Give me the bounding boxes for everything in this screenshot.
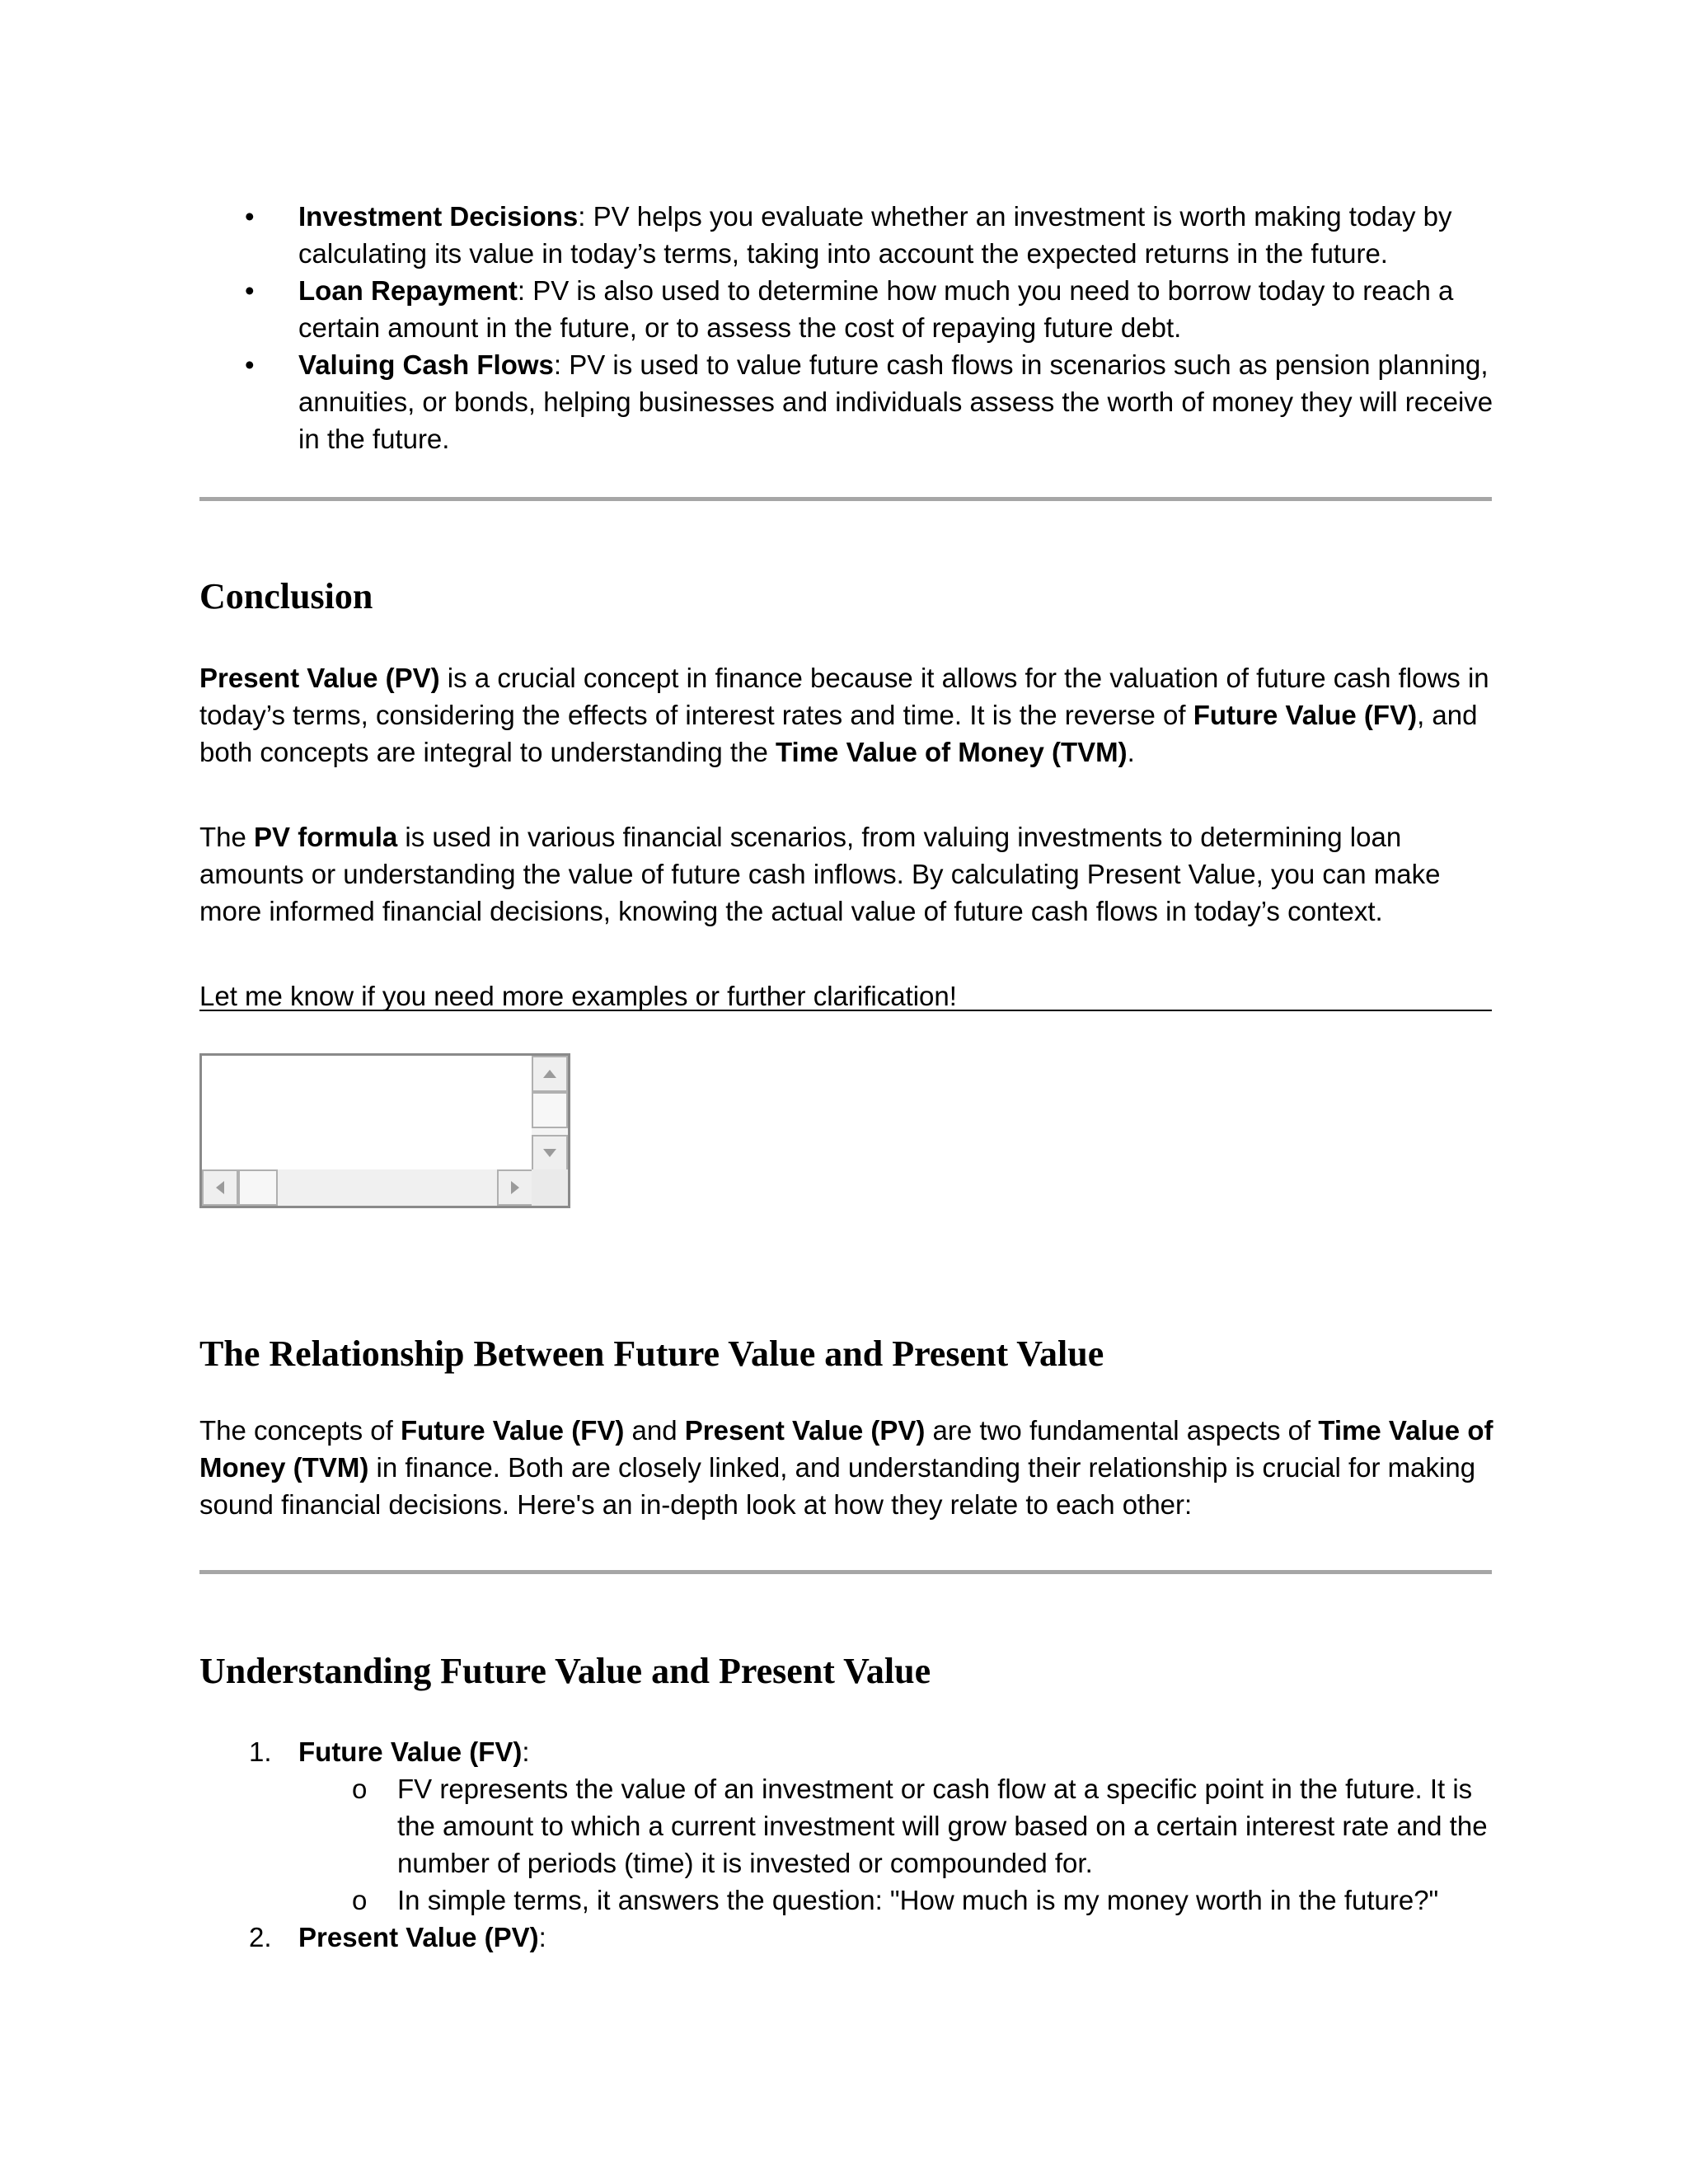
list-item [199, 198, 1502, 272]
horizontal-scrollbar[interactable] [202, 1169, 533, 1206]
bullet-mark: • [245, 349, 255, 380]
bold-term: Time Value of Money (TVM) [775, 737, 1128, 767]
scrollbar-corner [532, 1169, 568, 1206]
text-run: in finance. Both are closely linked, and understanding their relationship is crucial for making sound financial decisions. Here's an in-depth look at how they relate to each other: [199, 1452, 1476, 1520]
scroll-left-button[interactable] [202, 1169, 238, 1206]
triangle-down-icon [542, 1148, 557, 1158]
conclusion-paragraph-1 [199, 659, 1502, 771]
item-text: : PV helps you evaluate whether an investment is worth making today by calculating its value in today’s terms, taking into account the expected returns in the future. [298, 201, 1452, 269]
text-run: The [199, 822, 255, 852]
bold-term: Present Value (PV) [684, 1415, 926, 1446]
sub-bullet-mark: o [352, 1774, 368, 1804]
text-run: : [538, 1922, 546, 1952]
text-run: . [1127, 737, 1135, 767]
text-run: is a crucial concept in finance because it allows for the valuation of future cash flows in today’s terms, considering the effects of interest rates and time. It is the reverse of [199, 663, 1489, 730]
text-run: and [624, 1415, 685, 1446]
triangle-left-icon [215, 1180, 225, 1195]
item-term: Investment Decisions [298, 201, 579, 232]
scroll-up-button[interactable] [532, 1056, 568, 1092]
list-item [199, 346, 1502, 457]
horizontal-rule [199, 497, 1492, 501]
sub-list-item [298, 1882, 1502, 1919]
item-term: Present Value (PV) [298, 1922, 539, 1952]
bold-term: Time Value of Money (TVM) [199, 1415, 1493, 1483]
bold-term: Present Value (PV) [199, 663, 440, 693]
list-box[interactable] [199, 1053, 570, 1208]
triangle-right-icon [510, 1180, 520, 1195]
bold-term: Future Value (FV) [400, 1415, 625, 1446]
text-run: are two fundamental aspects of [925, 1415, 1319, 1446]
bullet-mark: • [245, 201, 255, 232]
text-run: : [522, 1736, 530, 1767]
bullet-mark: • [245, 275, 255, 306]
item-term: Future Value (FV) [298, 1736, 523, 1767]
scroll-thumb[interactable] [532, 1092, 568, 1128]
text-run: The concepts of [199, 1415, 401, 1446]
horizontal-rule [199, 1570, 1492, 1574]
item-number: 1. [249, 1736, 272, 1767]
text-run: , and both concepts are integral to understanding the [199, 700, 1478, 767]
relationship-heading: The Relationship Between Future Value and Present Value [199, 1333, 1104, 1374]
understanding-heading: Understanding Future Value and Present Value [199, 1651, 931, 1691]
item-term: Valuing Cash Flows [298, 349, 554, 380]
text-run: is used in various financial scenarios, from valuing investments to determining loan amounts or understanding the value of future cash inflows. By calculating Present Value, you can make more informed financial decisions, knowing the actual value of future cash flows in today’s context. [199, 822, 1441, 926]
list-item [199, 1919, 1502, 1956]
sub-list-item [298, 1770, 1502, 1882]
item-number: 2. [249, 1922, 272, 1952]
vertical-scrollbar[interactable] [532, 1056, 568, 1171]
sub-bullet-mark: o [352, 1885, 368, 1915]
text-underline [199, 1010, 1492, 1011]
numbered-list [199, 1733, 1502, 1956]
scroll-down-button[interactable] [532, 1135, 568, 1171]
conclusion-paragraph-2 [199, 818, 1502, 930]
item-text: : PV is also used to determine how much you need to borrow today to reach a certain amount in the future, or to assess the cost of repaying future debt. [298, 275, 1454, 343]
text-run: FV represents the value of an investment or cash flow at a specific point in the future. It is the amount to which a current investment will grow based on a certain interest rate and the number of periods (time) it is invested or compounded for. [397, 1774, 1488, 1878]
bold-term: Future Value (FV) [1193, 700, 1418, 730]
scroll-right-button[interactable] [497, 1169, 533, 1206]
bold-term: PV formula [254, 822, 398, 852]
list-item [199, 1733, 1502, 1919]
list-item [199, 272, 1502, 346]
relationship-paragraph [199, 1412, 1502, 1523]
pv-uses-list [199, 198, 1502, 457]
scroll-thumb[interactable] [238, 1169, 278, 1206]
item-text: : PV is used to value future cash flows in scenarios such as pension planning, annuities, or bonds, helping businesses and individuals assess the worth of money they will receive in the future. [298, 349, 1493, 454]
text-run: In simple terms, it answers the question: "How much is my money worth in the future?" [397, 1885, 1439, 1915]
triangle-up-icon [542, 1069, 557, 1079]
sub-list [298, 1770, 1502, 1919]
conclusion-heading: Conclusion [199, 576, 373, 616]
item-term: Loan Repayment [298, 275, 518, 306]
closing-line: Let me know if you need more examples or further clarification! [199, 981, 957, 1011]
